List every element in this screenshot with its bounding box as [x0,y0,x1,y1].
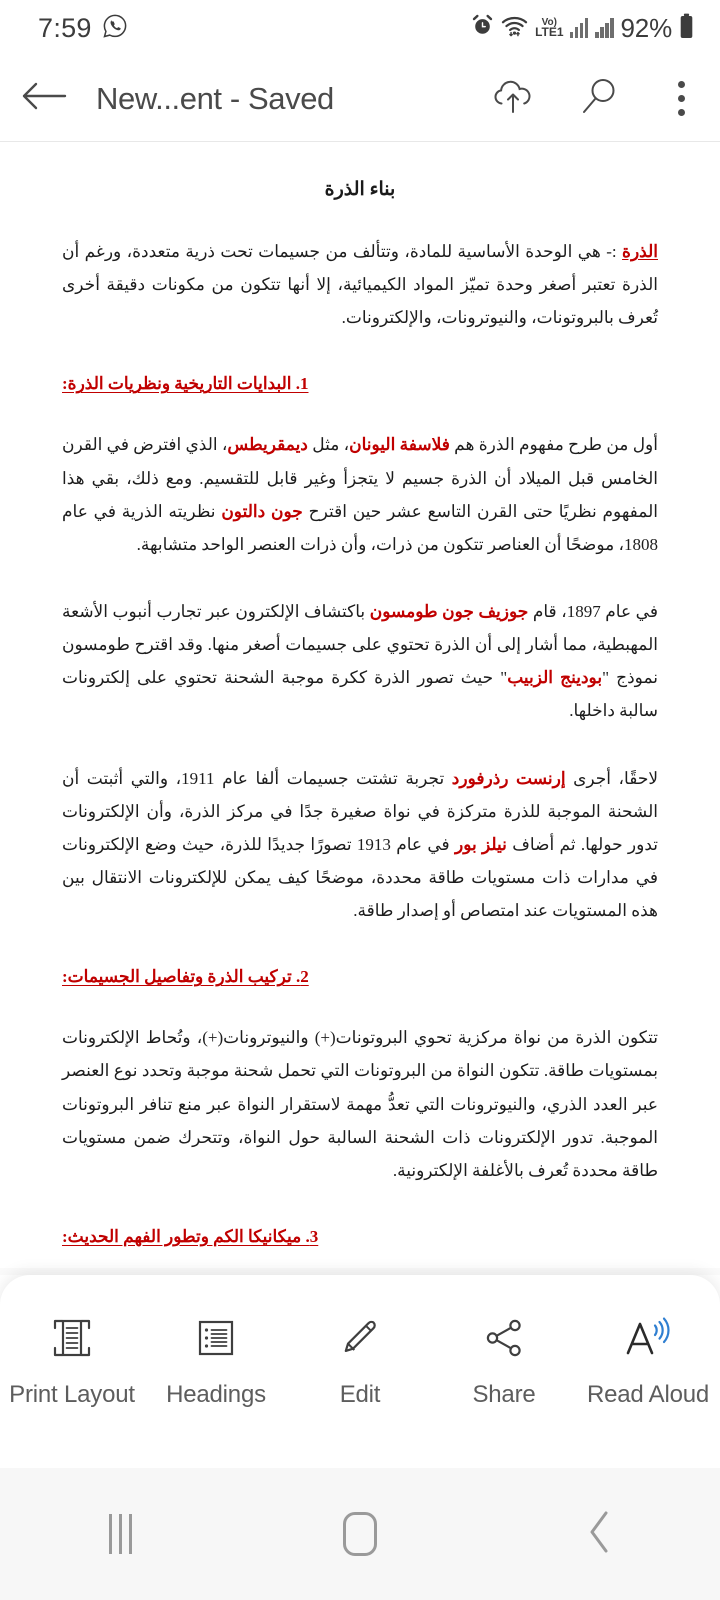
doc-text-run: لاحقًا، أجرى [565,768,659,788]
status-bar-right [471,13,694,44]
doc-emphasis-term: ديمقريطس [227,435,308,455]
signal-bars-icon-2 [595,18,614,38]
doc-paragraph [62,428,658,561]
sheet-item-headings[interactable] [146,1311,286,1409]
doc-emphasis-term: جوزيف جون طومسون [369,601,529,621]
back-button[interactable] [0,56,88,141]
print-layout-icon [45,1311,99,1365]
battery-icon [679,13,694,44]
system-nav-bar [0,1468,720,1600]
doc-section-heading: 1. البدايات التاريخية ونظريات الذرة: [62,374,309,394]
doc-text-run: في عام 1913 تصورًا جديدًا للذرة، حيث وضع الإلكترونات في مدارات ذات مستويات طاقة محددة، موضحًا كيف يمكن للإلكترونات الانتقال بين هذه المستويات عند امتصاص أو إصدار طاقة. [62,834,658,921]
doc-emphasis-term: بودينج الزبيب [507,668,603,688]
status-bar-left [38,13,128,44]
sheet-label-share: Share [472,1381,536,1408]
home-icon [343,1512,377,1556]
doc-text-run: في عام 1897، قام [528,601,658,621]
sheet-label-edit: Edit [339,1381,381,1408]
more-vertical-icon [678,81,685,116]
volte-label-bottom: LTE1 [535,25,564,40]
volte-label-top: Vo) [541,16,557,28]
doc-emphasis-term: فلاسفة اليونان [349,435,450,455]
doc-emphasis-term: نيلز بور [455,834,507,854]
volte-indicator [535,16,564,40]
doc-text-run: ، الذي افترض في القرن الخامس قبل الميلاد أن الذرة جسيم لا يتجزأ وغير قابل للتقسيم. ومع ذلك، بقي هذا المفهوم نظريًا حتى القرن التاسع عشر حين اقترح [62,435,658,521]
doc-section-heading: 3. ميكانيكا الكم وتطور الفهم الحديث: [62,1226,319,1246]
nav-back-button[interactable] [510,1468,690,1600]
doc-text-run: أول من طرح مفهوم الذرة هم [449,435,658,455]
sheet-item-edit[interactable] [290,1311,430,1409]
doc-paragraph [62,1021,658,1187]
headings-icon [189,1311,243,1365]
recents-icon [109,1514,132,1554]
sheet-label-headings: Headings [166,1381,266,1408]
doc-section-heading: 2. تركيب الذرة وتفاصيل الجسيمات: [62,967,309,987]
sheet-label-print-layout: Print Layout [9,1381,135,1408]
back-arrow-icon [21,79,67,118]
search-icon [577,74,621,123]
pencil-edit-icon [333,1311,387,1365]
sheet-label-read-aloud: Read Aloud [586,1381,710,1408]
alarm-icon [471,14,494,42]
cloud-upload-icon [489,75,537,122]
signal-bars-icon [570,18,589,38]
nav-home-button[interactable] [270,1468,450,1600]
sheet-backdrop [0,1268,720,1275]
sheet-item-share[interactable] [434,1311,574,1409]
doc-text-run: ، مثل [307,435,350,455]
overflow-menu-button[interactable] [642,56,720,141]
bottom-action-sheet [0,1275,720,1468]
app-bar [0,56,720,141]
document-page[interactable] [0,142,720,1332]
nav-recents-button[interactable] [30,1468,210,1600]
doc-emphasis-term: جون دالتون [221,501,303,521]
doc-intro-text: :- هي الوحدة الأساسية للمادة، وتتألف من جسيمات تحت ذرية متعددة، ورغم أن الذرة تعتبر أصغر وحدة تميّز المواد الكيميائية، إلا أنها تتكون من مكونات دقيقة أخرى تُعرف بالبروتونات، والنيوترونات، والإلكترونات. [62,242,658,328]
share-icon [477,1311,531,1365]
doc-lead-term: الذرة [622,242,658,261]
nav-back-icon [583,1507,617,1562]
doc-text-run: نظريته الذرية في عام 1808، موضحًا أن العناصر تتكون من ذرات، وأن ذرات العنصر الواحد متشابهة. [62,501,658,554]
sheet-item-read-aloud[interactable] [578,1311,718,1409]
doc-text-run: تجربة تشتت جسيمات ألفا عام 1911، والتي أثبتت أن الشحنة الموجبة للذرة متركزة في نواة صغيرة جدًا في مركز الذرة، وأن الإلكترونات تدور حولها. ثم أضاف [62,768,659,854]
battery-percent: 92% [620,12,672,43]
doc-title: بناء الذرة [324,179,396,200]
doc-paragraph-intro [62,235,658,334]
doc-text-run: " حيث تصور الذرة ككرة موجبة الشحنة تحتوي على إلكترونات سالبة داخلها. [62,668,658,721]
search-button[interactable] [556,56,642,141]
doc-text-run: تتكون الذرة من نواة مركزية تحوي البروتونات(+) والنيوترونات(+)، وتُحاط الإلكترونات بمستويات طاقة. تتكون النواة من البروتونات التي تحمل شحنة موجبة وتحدد نوع العنصر عبر العدد الذري، والنيوترونات التي تعدُّ مهمة لاستقرار النواة عبر منع تنافر البروتونات الموجبة. تدور الإلكترونات ذات الشحنة السالبة حول النواة، وتتحرك ضمن مستويات طاقة محددة تُعرف بالأغلفة الإلكترونية. [62,1028,658,1180]
sheet-item-print-layout[interactable] [2,1311,142,1409]
status-bar [0,0,720,56]
status-time: 7:59 [38,12,92,43]
wifi-icon [501,14,528,42]
doc-paragraph [62,595,658,728]
doc-text-run: باكتشاف الإلكترون عبر تجارب أنبوب الأشعة المهبطية، مما أشار إلى أن الذرة تحتوي على جسيمات أصغر منها. وقد اقترح طومسون نموذج " [62,601,658,688]
document-title[interactable]: New...ent - Saved [96,80,334,116]
doc-sections [62,374,658,1332]
cloud-upload-button[interactable] [470,56,556,141]
doc-emphasis-term: إرنست رذرفورد [451,768,566,788]
whatsapp-icon [102,13,128,44]
read-aloud-icon [619,1311,677,1365]
doc-paragraph [62,762,658,928]
